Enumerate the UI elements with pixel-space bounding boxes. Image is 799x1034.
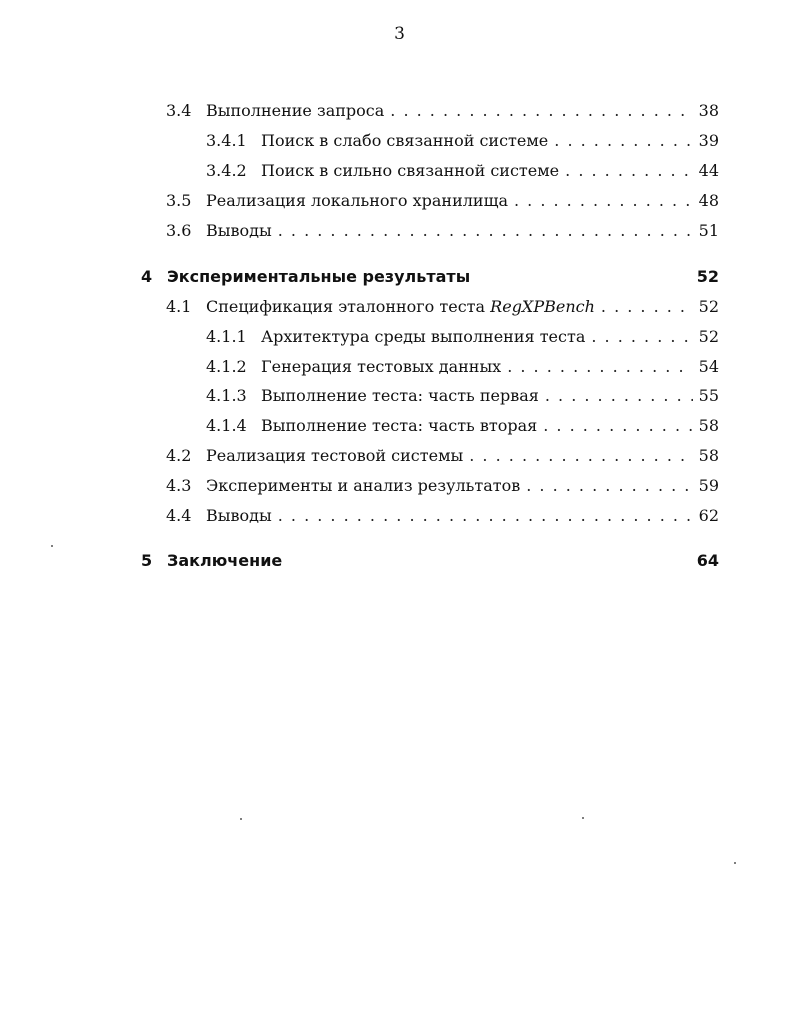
toc-entry-number: 4.1.2	[206, 357, 247, 376]
toc-chapter-4[interactable]	[141, 265, 719, 289]
leader-dots	[278, 504, 693, 528]
leader-dots	[565, 159, 693, 183]
toc-entry-number: 3.5	[166, 191, 192, 210]
toc-entry-title	[206, 295, 595, 319]
toc-entry-page: 38	[698, 101, 719, 120]
toc-entry-number: 4.4	[166, 506, 192, 525]
toc-entry-title: Эксперименты и анализ результатов	[206, 476, 521, 495]
leader-dots	[545, 384, 693, 408]
scan-speck	[240, 818, 242, 820]
toc-entry-3-6[interactable]	[166, 219, 719, 243]
leader-dots	[278, 219, 693, 243]
toc-entry-page: 55	[698, 386, 719, 405]
toc-entry-title: Выполнение теста: часть первая	[261, 386, 539, 405]
page-number: 3	[394, 24, 405, 44]
toc-entry-4-1-3[interactable]	[206, 384, 719, 408]
toc-entry-page: 44	[698, 161, 719, 180]
toc-entry-title: Реализация локального хранилища	[206, 191, 508, 210]
toc-entry-4-2[interactable]	[166, 444, 719, 468]
toc-chapter-5[interactable]	[141, 549, 719, 573]
toc-entry-title: Выводы	[206, 506, 272, 525]
toc-entry-4-1-4[interactable]	[206, 414, 719, 438]
leader-dots	[591, 325, 692, 349]
leader-dots	[507, 355, 692, 379]
toc-entry-3-4-2[interactable]	[206, 159, 719, 183]
toc-entry-number: 4.3	[166, 476, 192, 495]
toc-entry-page: 54	[698, 357, 719, 376]
toc-chapter-title: Экспериментальные результаты	[167, 267, 471, 286]
toc-entry-page: 58	[698, 416, 719, 435]
toc-entry-number: 3.4	[166, 101, 192, 120]
leader-dots	[469, 444, 692, 468]
benchmark-name: RegXPBench	[490, 297, 595, 316]
toc-entry-title: Реализация тестовой системы	[206, 446, 464, 465]
leader-dots	[601, 295, 693, 319]
toc-entry-number: 4.1.3	[206, 386, 247, 405]
scan-speck	[582, 817, 584, 819]
toc-entry-title: Генерация тестовых данных	[261, 357, 502, 376]
toc-entry-title: Поиск в слабо связанной системе	[261, 131, 549, 150]
toc-entry-number: 4.1	[166, 297, 192, 316]
toc-entry-number: 4.1.4	[206, 416, 247, 435]
toc-entry-3-5[interactable]	[166, 189, 719, 213]
toc-entry-title: Выполнение теста: часть вторая	[261, 416, 538, 435]
toc-entry-number: 4.1.1	[206, 327, 247, 346]
toc-entry-page: 48	[698, 191, 719, 210]
toc-entry-number: 3.6	[166, 221, 192, 240]
toc-entry-number: 3.4.1	[206, 131, 247, 150]
toc-chapter-number: 5	[141, 551, 153, 570]
toc-entry-number: 4.2	[166, 446, 192, 465]
toc-entry-title: Выполнение запроса	[206, 101, 385, 120]
toc-entry-page: 58	[698, 446, 719, 465]
toc-entry-4-4[interactable]	[166, 504, 719, 528]
toc-entry-page: 59	[698, 476, 719, 495]
toc-entry-page: 52	[698, 327, 719, 346]
toc-entry-3-4-1[interactable]	[206, 129, 719, 153]
toc-entry-page: 62	[698, 506, 719, 525]
toc-entry-3-4[interactable]	[166, 99, 719, 123]
toc-entry-4-1[interactable]	[166, 295, 719, 319]
toc-entry-title: Поиск в сильно связанной системе	[261, 161, 560, 180]
leader-dots	[543, 414, 692, 438]
toc-entry-title: Архитектура среды выполнения теста	[261, 327, 586, 346]
toc-entry-title-prefix: Спецификация эталонного теста	[206, 297, 486, 316]
scan-speck	[51, 545, 53, 547]
toc-entry-page: 51	[698, 221, 719, 240]
toc-chapter-page: 52	[696, 267, 719, 286]
toc-entry-number: 3.4.2	[206, 161, 247, 180]
toc-chapter-page: 64	[696, 551, 719, 570]
leader-dots	[526, 474, 692, 498]
leader-dots	[514, 189, 693, 213]
scan-speck	[734, 862, 736, 864]
toc-entry-4-3[interactable]	[166, 474, 719, 498]
leader-dots	[390, 99, 692, 123]
toc-entry-page: 39	[698, 131, 719, 150]
toc-chapter-number: 4	[141, 267, 153, 286]
toc-chapter-title: Заключение	[167, 551, 283, 570]
leader-dots	[554, 129, 692, 153]
toc-entry-4-1-1[interactable]	[206, 325, 719, 349]
toc-entry-title: Выводы	[206, 221, 272, 240]
toc-entry-page: 52	[698, 297, 719, 316]
toc-entry-4-1-2[interactable]	[206, 355, 719, 379]
